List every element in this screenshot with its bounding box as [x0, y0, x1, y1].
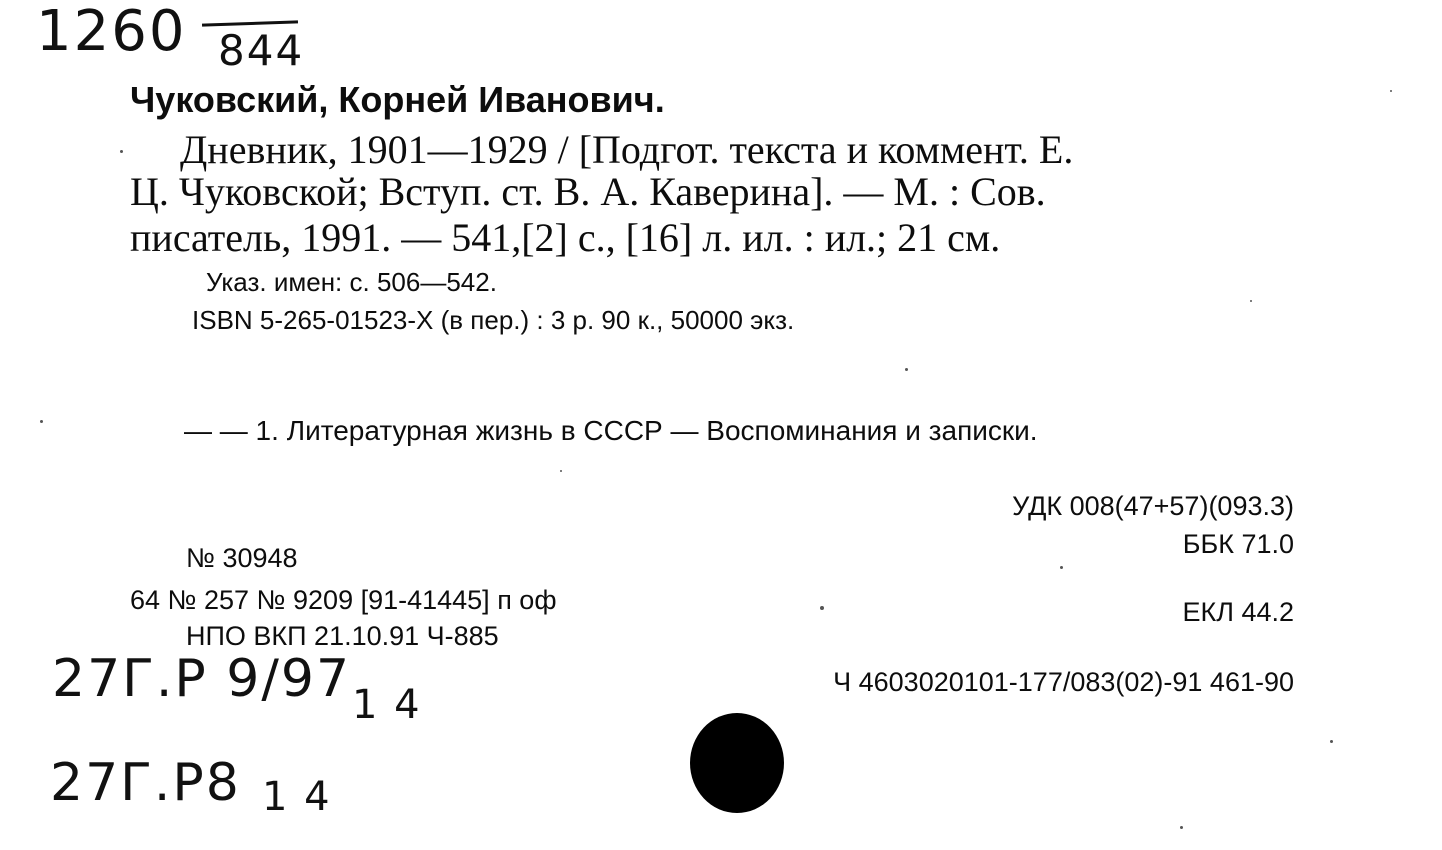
- scan-speck: [1060, 566, 1063, 569]
- author-heading: Чуковский, Корней Иванович.: [130, 79, 665, 120]
- scan-speck: [560, 470, 562, 472]
- scan-speck: [820, 606, 824, 610]
- scan-speck: [1330, 740, 1333, 743]
- handwritten-mark-2-suffix: 1 4: [262, 774, 332, 820]
- order-line: 64 № 257 № 9209 [91-41445] п оф: [130, 585, 557, 615]
- card-number: № 30948: [186, 543, 298, 573]
- handwritten-mark-1: 27Г.Р 9/97: [52, 649, 352, 709]
- title-line-2: Ц. Чуковской; Вступ. ст. В. А. Каверина]. — М. : Сов.: [130, 169, 1046, 214]
- handwritten-mark-1-suffix: 1 4: [352, 682, 422, 728]
- subject-heading: — — 1. Литературная жизнь в СССР — Воспоминания и записки.: [184, 415, 1038, 446]
- index-note: Указ. имен: с. 506—542.: [206, 267, 497, 297]
- scan-speck: [120, 150, 123, 153]
- title-line-3: писатель, 1991. — 541,[2] с., [16] л. ил. : ил.; 21 см.: [130, 215, 1001, 260]
- punch-hole: [690, 713, 784, 813]
- title-line-1: Дневник, 1901—1929 / [Подгот. текста и коммент. Е.: [180, 127, 1074, 172]
- printer-line: НПО ВКП 21.10.91 Ч-885: [186, 621, 499, 651]
- scan-speck: [905, 368, 908, 371]
- scan-speck: [1390, 90, 1392, 92]
- handwritten-mark-2: 27Г.Р8: [50, 753, 241, 813]
- handwritten-call-suffix: 844: [218, 26, 305, 75]
- isbn-line: ISBN 5-265-01523-X (в пер.) : 3 р. 90 к., 50000 экз.: [192, 305, 795, 335]
- code-line: Ч 4603020101-177/083(02)-91 461-90: [833, 667, 1294, 697]
- bbk-code: ББК 71.0: [1182, 529, 1294, 559]
- handwritten-call-number: 1260: [36, 0, 187, 64]
- scan-speck: [1250, 300, 1252, 302]
- scan-speck: [1180, 826, 1183, 829]
- scan-speck: [40, 420, 43, 423]
- udk-code: УДК 008(47+57)(093.3): [1012, 491, 1294, 521]
- ekl-code: ЕКЛ 44.2: [1182, 597, 1294, 627]
